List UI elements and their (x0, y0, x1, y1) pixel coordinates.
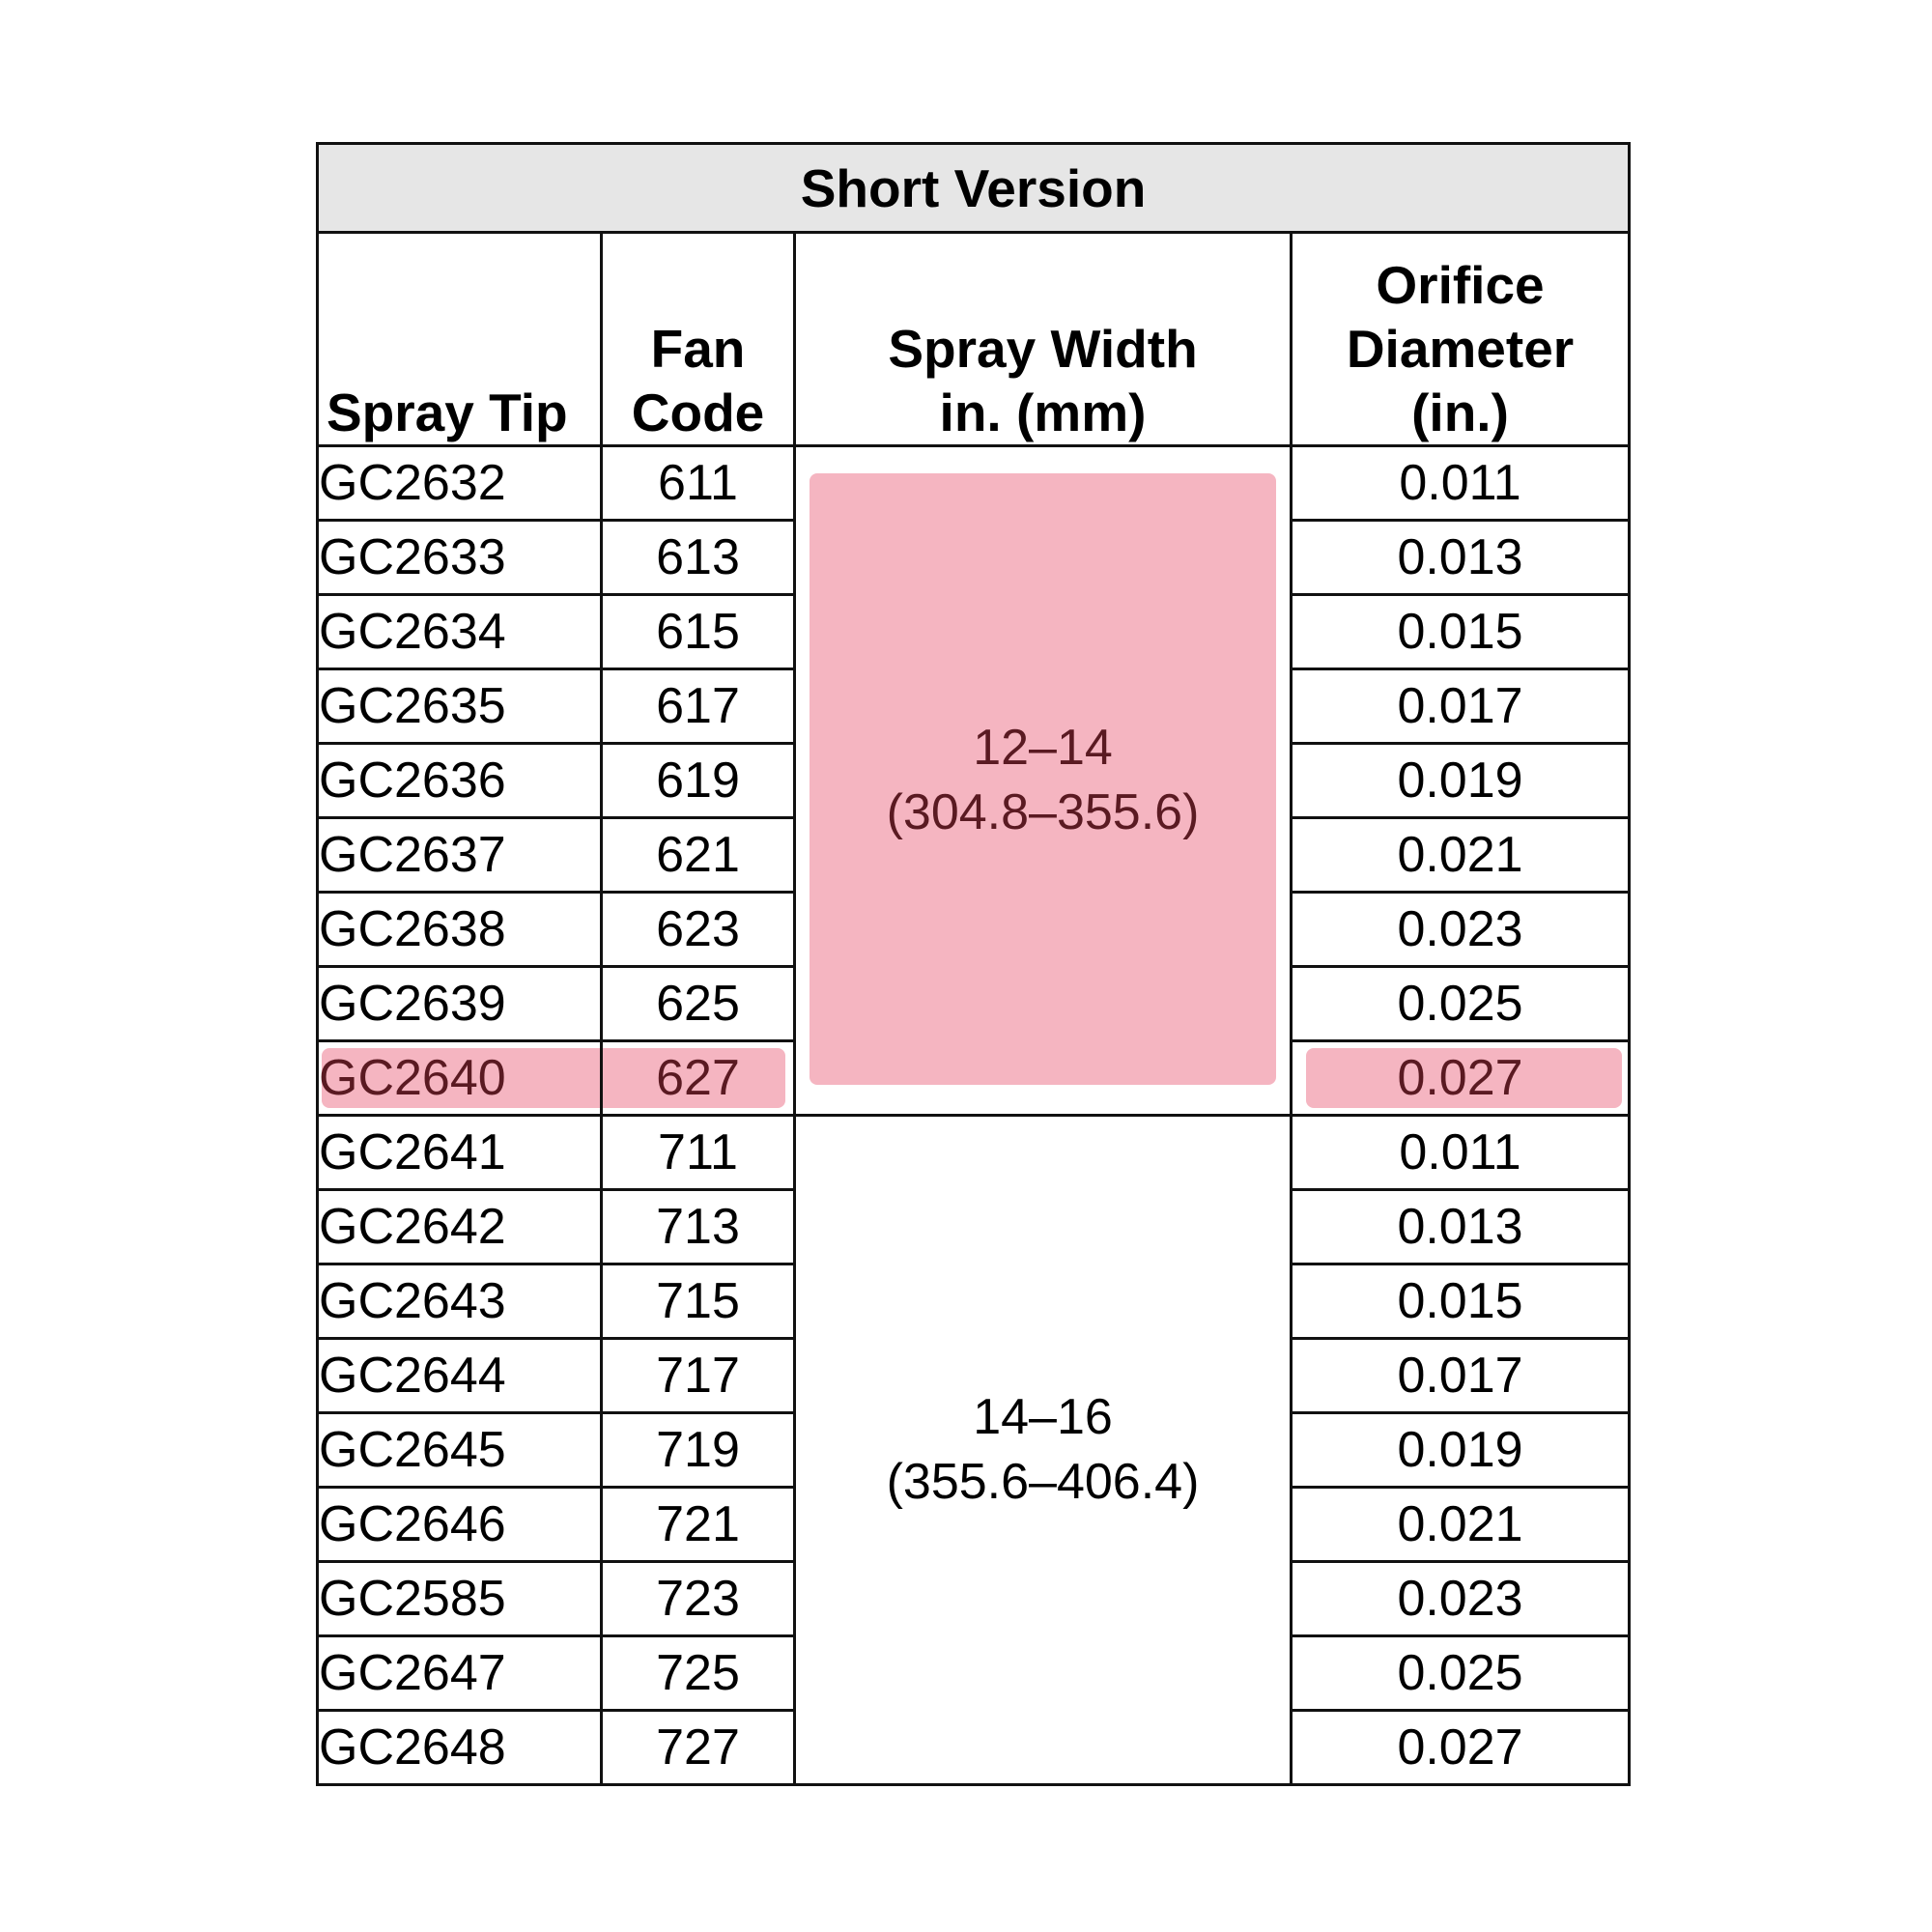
fan-code-cell-text: 723 (656, 1571, 740, 1627)
header-fan-code (602, 233, 795, 446)
orifice-diameter-cell (1292, 967, 1630, 1041)
orifice-diameter-cell (1292, 521, 1630, 595)
fan-code-cell-text: 621 (656, 827, 740, 883)
orifice-diameter-cell (1292, 1190, 1630, 1264)
table-row (318, 446, 1630, 521)
fan-code-cell-text: 611 (658, 455, 738, 511)
header-orifice-line3: (in.) (1411, 383, 1509, 442)
orifice-diameter-cell (1292, 1636, 1630, 1711)
spray-tip-cell-text: GC2633 (319, 529, 506, 585)
orifice-diameter-cell-text: 0.011 (1399, 1124, 1521, 1180)
orifice-diameter-cell (1292, 1116, 1630, 1190)
spray-tip-cell (318, 595, 602, 669)
header-orifice-line1: Orifice (1376, 255, 1545, 315)
spray-tip-cell-text: GC2648 (319, 1719, 506, 1776)
spray-width-cell (795, 446, 1292, 1116)
fan-code-cell (602, 1488, 795, 1562)
spray-tip-cell-text: GC2643 (319, 1273, 506, 1329)
spray-tip-cell (318, 669, 602, 744)
fan-code-cell-text: 715 (656, 1273, 740, 1329)
fan-code-cell (602, 1636, 795, 1711)
orifice-diameter-cell (1292, 1264, 1630, 1339)
orifice-diameter-cell-text: 0.019 (1397, 753, 1523, 809)
spray-tip-cell (318, 744, 602, 818)
spray-tip-cell-text: GC2637 (319, 827, 506, 883)
spray-width-mm: (355.6–406.4) (886, 1454, 1200, 1510)
orifice-diameter-cell-text: 0.021 (1397, 827, 1523, 883)
spray-tip-cell-text: GC2647 (319, 1645, 506, 1701)
spray-tip-cell (318, 1413, 602, 1488)
header-spray-tip (318, 233, 602, 446)
orifice-diameter-cell (1292, 744, 1630, 818)
fan-code-cell (602, 818, 795, 893)
orifice-diameter-cell-text: 0.019 (1397, 1422, 1523, 1478)
spray-tip-table (316, 142, 1631, 1786)
header-fan-code-line2: Code (631, 383, 765, 442)
orifice-diameter-cell (1292, 1413, 1630, 1488)
spray-tip-cell (318, 1116, 602, 1190)
header-spray-width-line1: Spray Width (888, 319, 1198, 379)
orifice-diameter-cell (1292, 1562, 1630, 1636)
fan-code-cell-text: 725 (656, 1645, 740, 1701)
spray-tip-cell-text: GC2642 (319, 1199, 506, 1255)
fan-code-cell (602, 744, 795, 818)
fan-code-cell-text: 623 (656, 901, 740, 957)
spray-tip-cell-text: GC2585 (319, 1571, 506, 1627)
table-row (318, 1116, 1630, 1190)
fan-code-cell-text: 625 (656, 976, 740, 1032)
fan-code-cell (602, 521, 795, 595)
spray-tip-cell (318, 1636, 602, 1711)
orifice-diameter-cell-text: 0.023 (1397, 1571, 1523, 1627)
orifice-diameter-cell-text: 0.011 (1399, 455, 1521, 511)
spray-tip-cell (318, 1264, 602, 1339)
spray-tip-cell (318, 1488, 602, 1562)
orifice-diameter-cell-text: 0.017 (1397, 1348, 1523, 1404)
fan-code-cell (602, 669, 795, 744)
fan-code-cell-text: 617 (656, 678, 740, 734)
spray-tip-cell (318, 1562, 602, 1636)
spray-tip-cell (318, 521, 602, 595)
header-orifice-diameter (1292, 233, 1630, 446)
spray-tip-cell (318, 818, 602, 893)
fan-code-cell-text: 713 (656, 1199, 740, 1255)
header-spray-tip-label: Spray Tip (327, 383, 568, 442)
fan-code-cell-text: 615 (656, 604, 740, 660)
fan-code-cell (602, 1711, 795, 1785)
orifice-diameter-cell (1292, 818, 1630, 893)
fan-code-cell (602, 967, 795, 1041)
orifice-diameter-cell (1292, 1041, 1630, 1116)
header-orifice-line2: Diameter (1346, 319, 1575, 379)
header-spray-width-line2: in. (mm) (939, 383, 1147, 442)
spray-tip-cell-text: GC2640 (319, 1050, 506, 1106)
fan-code-cell (602, 893, 795, 967)
spray-width-cell (795, 1116, 1292, 1785)
spray-tip-cell (318, 1339, 602, 1413)
fan-code-cell (602, 1264, 795, 1339)
fan-code-cell-text: 613 (656, 529, 740, 585)
spray-tip-cell (318, 893, 602, 967)
table-body (318, 446, 1630, 1785)
spray-tip-cell-text: GC2641 (319, 1124, 506, 1180)
orifice-diameter-cell (1292, 1488, 1630, 1562)
fan-code-cell (602, 595, 795, 669)
header-fan-code-line1: Fan (650, 319, 746, 379)
spray-tip-cell-text: GC2636 (319, 753, 506, 809)
fan-code-cell (602, 1413, 795, 1488)
spray-tip-cell-text: GC2639 (319, 976, 506, 1032)
orifice-diameter-cell (1292, 446, 1630, 521)
spray-tip-cell-text: GC2645 (319, 1422, 506, 1478)
orifice-diameter-cell-text: 0.013 (1397, 1199, 1523, 1255)
fan-code-cell (602, 1041, 795, 1116)
orifice-diameter-cell-text: 0.025 (1397, 976, 1523, 1032)
spray-tip-cell (318, 446, 602, 521)
fan-code-cell (602, 446, 795, 521)
spray-tip-cell (318, 1041, 602, 1116)
fan-code-cell (602, 1562, 795, 1636)
orifice-diameter-cell-text: 0.015 (1397, 1273, 1523, 1329)
fan-code-cell (602, 1190, 795, 1264)
fan-code-cell-text: 727 (656, 1719, 740, 1776)
spray-tip-cell (318, 1711, 602, 1785)
header-spray-width (795, 233, 1292, 446)
spray-width-inches: 14–16 (973, 1389, 1113, 1445)
orifice-diameter-cell (1292, 595, 1630, 669)
spray-tip-cell-text: GC2644 (319, 1348, 506, 1404)
spray-tip-cell-text: GC2646 (319, 1496, 506, 1552)
fan-code-cell-text: 627 (656, 1050, 740, 1106)
orifice-diameter-cell-text: 0.025 (1397, 1645, 1523, 1701)
spray-width-text (796, 1385, 1290, 1515)
orifice-diameter-cell-text: 0.013 (1397, 529, 1523, 585)
orifice-diameter-cell (1292, 1339, 1630, 1413)
fan-code-cell-text: 721 (656, 1496, 740, 1552)
spray-tip-cell-text: GC2632 (319, 455, 506, 511)
spray-tip-cell-text: GC2635 (319, 678, 506, 734)
spray-tip-cell-text: GC2634 (319, 604, 506, 660)
spray-width-inches: 12–14 (973, 720, 1113, 776)
orifice-diameter-cell-text: 0.015 (1397, 604, 1523, 660)
orifice-diameter-cell-text: 0.017 (1397, 678, 1523, 734)
orifice-diameter-cell (1292, 893, 1630, 967)
table-title: Short Version (318, 144, 1630, 233)
orifice-diameter-cell (1292, 669, 1630, 744)
fan-code-cell-text: 619 (656, 753, 740, 809)
fan-code-cell (602, 1116, 795, 1190)
orifice-diameter-cell (1292, 1711, 1630, 1785)
spray-width-text (796, 716, 1290, 845)
spray-tip-cell-text: GC2638 (319, 901, 506, 957)
spray-tip-cell (318, 967, 602, 1041)
spray-tip-cell (318, 1190, 602, 1264)
fan-code-cell-text: 719 (656, 1422, 740, 1478)
fan-code-cell (602, 1339, 795, 1413)
orifice-diameter-cell-text: 0.027 (1397, 1050, 1523, 1106)
orifice-diameter-cell-text: 0.021 (1397, 1496, 1523, 1552)
fan-code-cell-text: 717 (656, 1348, 740, 1404)
fan-code-cell-text: 711 (658, 1124, 738, 1180)
spray-width-mm: (304.8–355.6) (886, 784, 1200, 840)
orifice-diameter-cell-text: 0.023 (1397, 901, 1523, 957)
orifice-diameter-cell-text: 0.027 (1397, 1719, 1523, 1776)
